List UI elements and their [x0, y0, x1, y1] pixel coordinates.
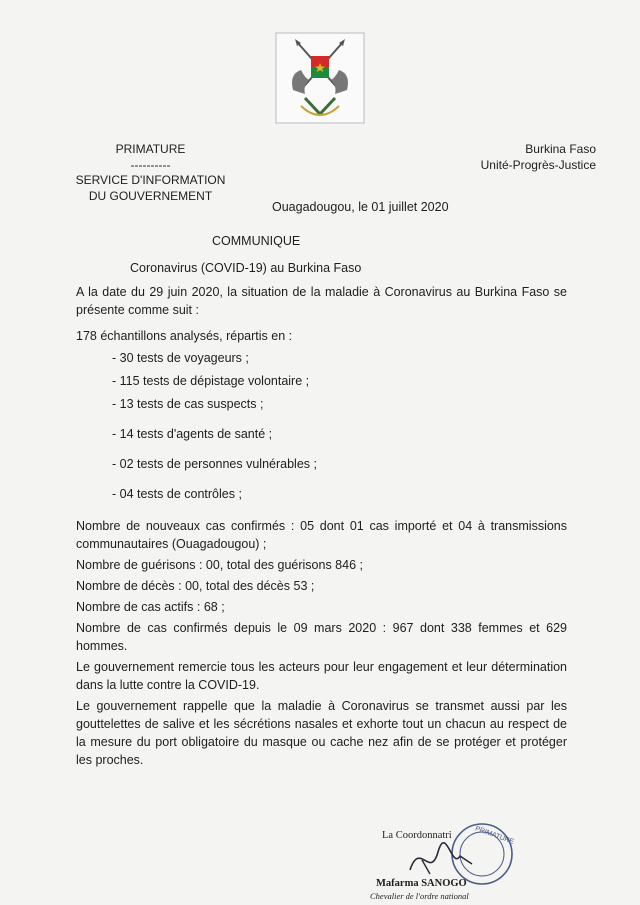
signatory-role: La Coordonnatri: [382, 830, 452, 841]
primature-label: PRIMATURE: [115, 142, 186, 156]
recoveries-stat: Nombre de guérisons : 00, total des guérisons 846 ;: [76, 558, 363, 572]
new-cases-stat: Nombre de nouveaux cas confirmés : 05 dont 01 cas importé et 04 à transmissions communautaires (Ouagadougou) ;: [76, 519, 567, 551]
signatory-title: Chevalier de l'ordre national: [370, 891, 469, 901]
list-item: - 30 tests de voyageurs ;: [112, 351, 249, 365]
list-item: - 14 tests d'agents de santé ;: [112, 427, 273, 441]
header-divider: ----------: [130, 157, 171, 172]
samples-list: [76, 349, 567, 503]
list-item: - 04 tests de contrôles ;: [112, 487, 242, 501]
communique-body: [76, 283, 567, 772]
list-item: - 13 tests de cas suspects ;: [112, 397, 264, 411]
document-type: COMMUNIQUE: [212, 234, 301, 248]
service-line-2: DU GOUVERNEMENT: [88, 188, 213, 203]
national-motto: Unité-Progrès-Justice: [480, 157, 596, 172]
confirmed-cases-stat: Nombre de cas confirmés depuis le 09 mars 2020 : 967 dont 338 femmes et 629 hommes.: [76, 621, 567, 653]
coat-of-arms-icon: [275, 32, 365, 124]
country-name: Burkina Faso: [525, 142, 596, 156]
place-date: Ouagadougou, le 01 juillet 2020: [272, 200, 449, 214]
service-line-1: SERVICE D'INFORMATION: [75, 173, 226, 187]
document-subject: Coronavirus (COVID-19) au Burkina Faso: [130, 261, 362, 275]
deaths-stat: Nombre de décès : 00, total des décès 53 ;: [76, 579, 315, 593]
list-item: - 02 tests de personnes vulnérables ;: [112, 457, 317, 471]
signatory-name: Mafarma SANOGO: [376, 878, 467, 889]
active-cases-stat: Nombre de cas actifs : 68 ;: [76, 600, 225, 614]
samples-lead: 178 échantillons analysés, répartis en :: [76, 329, 293, 343]
handwritten-signature: [410, 843, 472, 870]
header-right: [436, 142, 596, 173]
stamp-text: PRIMATURE: [474, 825, 515, 846]
intro-paragraph: A la date du 29 juin 2020, la situation de la maladie à Coronavirus au Burkina Faso se présente comme suit :: [76, 285, 567, 317]
list-item: - 115 tests de dépistage volontaire ;: [112, 374, 310, 388]
reminder-paragraph: Le gouvernement rappelle que la maladie à Coronavirus se transmet aussi par les gouttelettes de salive et les sécrétions nasales et exhorte tout un chacun au respect de la mesure du port obligatoire du masque ou cache nez afin de se protéger et protéger les proches.: [76, 699, 567, 767]
header-left: [68, 142, 233, 204]
thanks-paragraph: Le gouvernement remercie tous les acteurs pour leur engagement et leur détermination dans la lutte contre la COVID-19.: [76, 660, 567, 692]
